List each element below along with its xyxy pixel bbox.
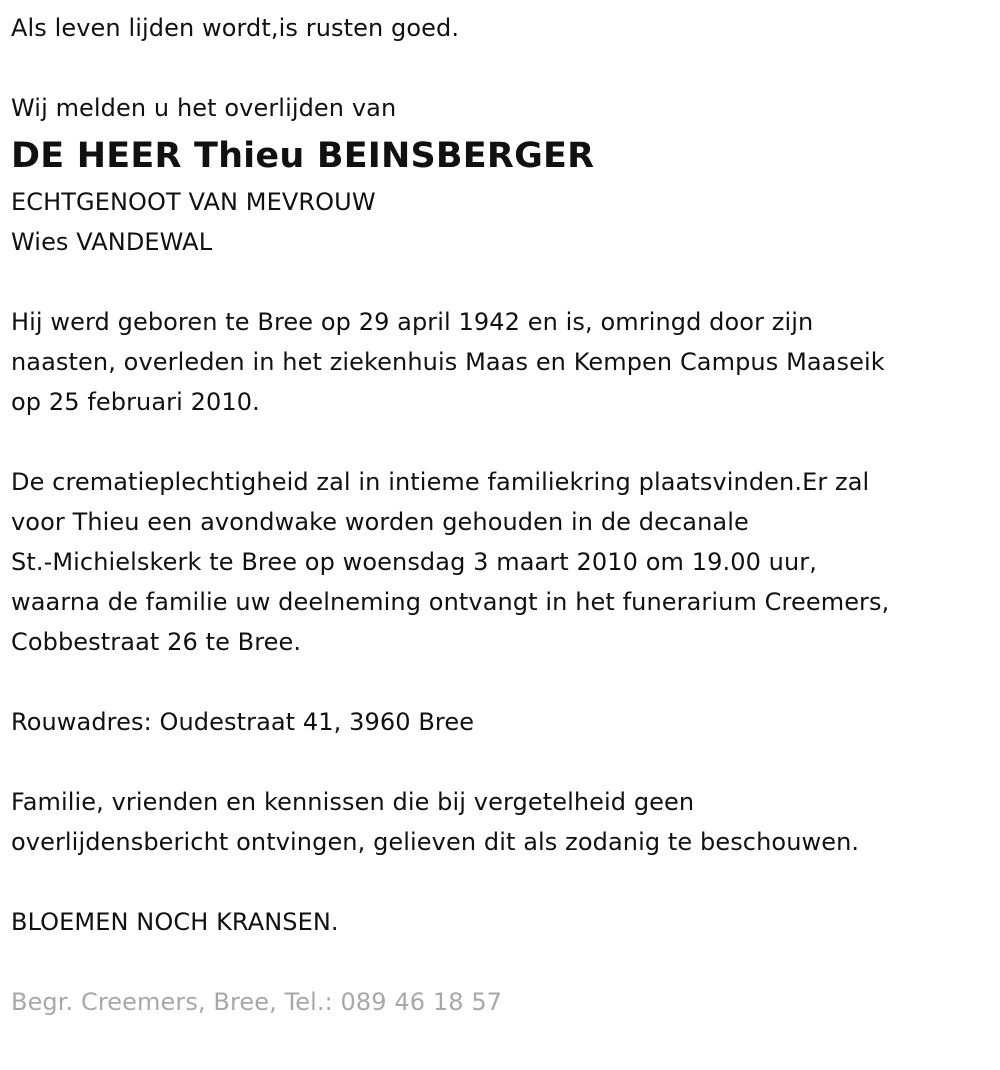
spacer bbox=[11, 862, 996, 902]
birth-line: naasten, overleden in het ziekenhuis Maas en Kempen Campus Maaseik bbox=[11, 348, 885, 376]
ceremony-line: Cobbestraat 26 te Bree. bbox=[11, 628, 302, 656]
ceremony-line: St.-Michielskerk te Bree op woensdag 3 maart 2010 om 19.00 uur, bbox=[11, 548, 817, 576]
spouse-line-2: Wies VANDEWAL bbox=[11, 228, 213, 256]
family-note-line: Familie, vrienden en kennissen die bij vergetelheid geen bbox=[11, 788, 695, 816]
spacer bbox=[11, 262, 996, 302]
birth-line: Hij werd geboren te Bree op 29 april 1942 en is, omringd door zijn bbox=[11, 308, 814, 336]
ceremony-line: voor Thieu een avondwake worden gehouden in de decanale bbox=[11, 508, 749, 536]
motto: Als leven lijden wordt,is rusten goed. bbox=[11, 14, 460, 42]
birth-line: op 25 februari 2010. bbox=[11, 388, 260, 416]
mourning-address: Rouwadres: Oudestraat 41, 3960 Bree bbox=[11, 708, 475, 736]
spacer bbox=[11, 422, 996, 462]
death-notice bbox=[11, 8, 996, 1022]
deceased-name: DE HEER Thieu BEINSBERGER bbox=[11, 136, 595, 176]
ceremony-line: De crematieplechtigheid zal in intieme familiekring plaatsvinden.Er zal bbox=[11, 468, 870, 496]
spacer bbox=[11, 48, 996, 88]
undertaker-contact: Begr. Creemers, Bree, Tel.: 089 46 18 57 bbox=[11, 988, 503, 1016]
spouse-line-1: ECHTGENOOT VAN MEVROUW bbox=[11, 188, 376, 216]
spacer bbox=[11, 742, 996, 782]
family-note-line: overlijdensbericht ontvingen, gelieven dit als zodanig te beschouwen. bbox=[11, 828, 860, 856]
ceremony-line: waarna de familie uw deelneming ontvangt in het funerarium Creemers, bbox=[11, 588, 890, 616]
spacer bbox=[11, 942, 996, 982]
intro-text: Wij melden u het overlijden van bbox=[11, 94, 397, 122]
no-flowers-note: BLOEMEN NOCH KRANSEN. bbox=[11, 908, 339, 936]
spacer bbox=[11, 662, 996, 702]
